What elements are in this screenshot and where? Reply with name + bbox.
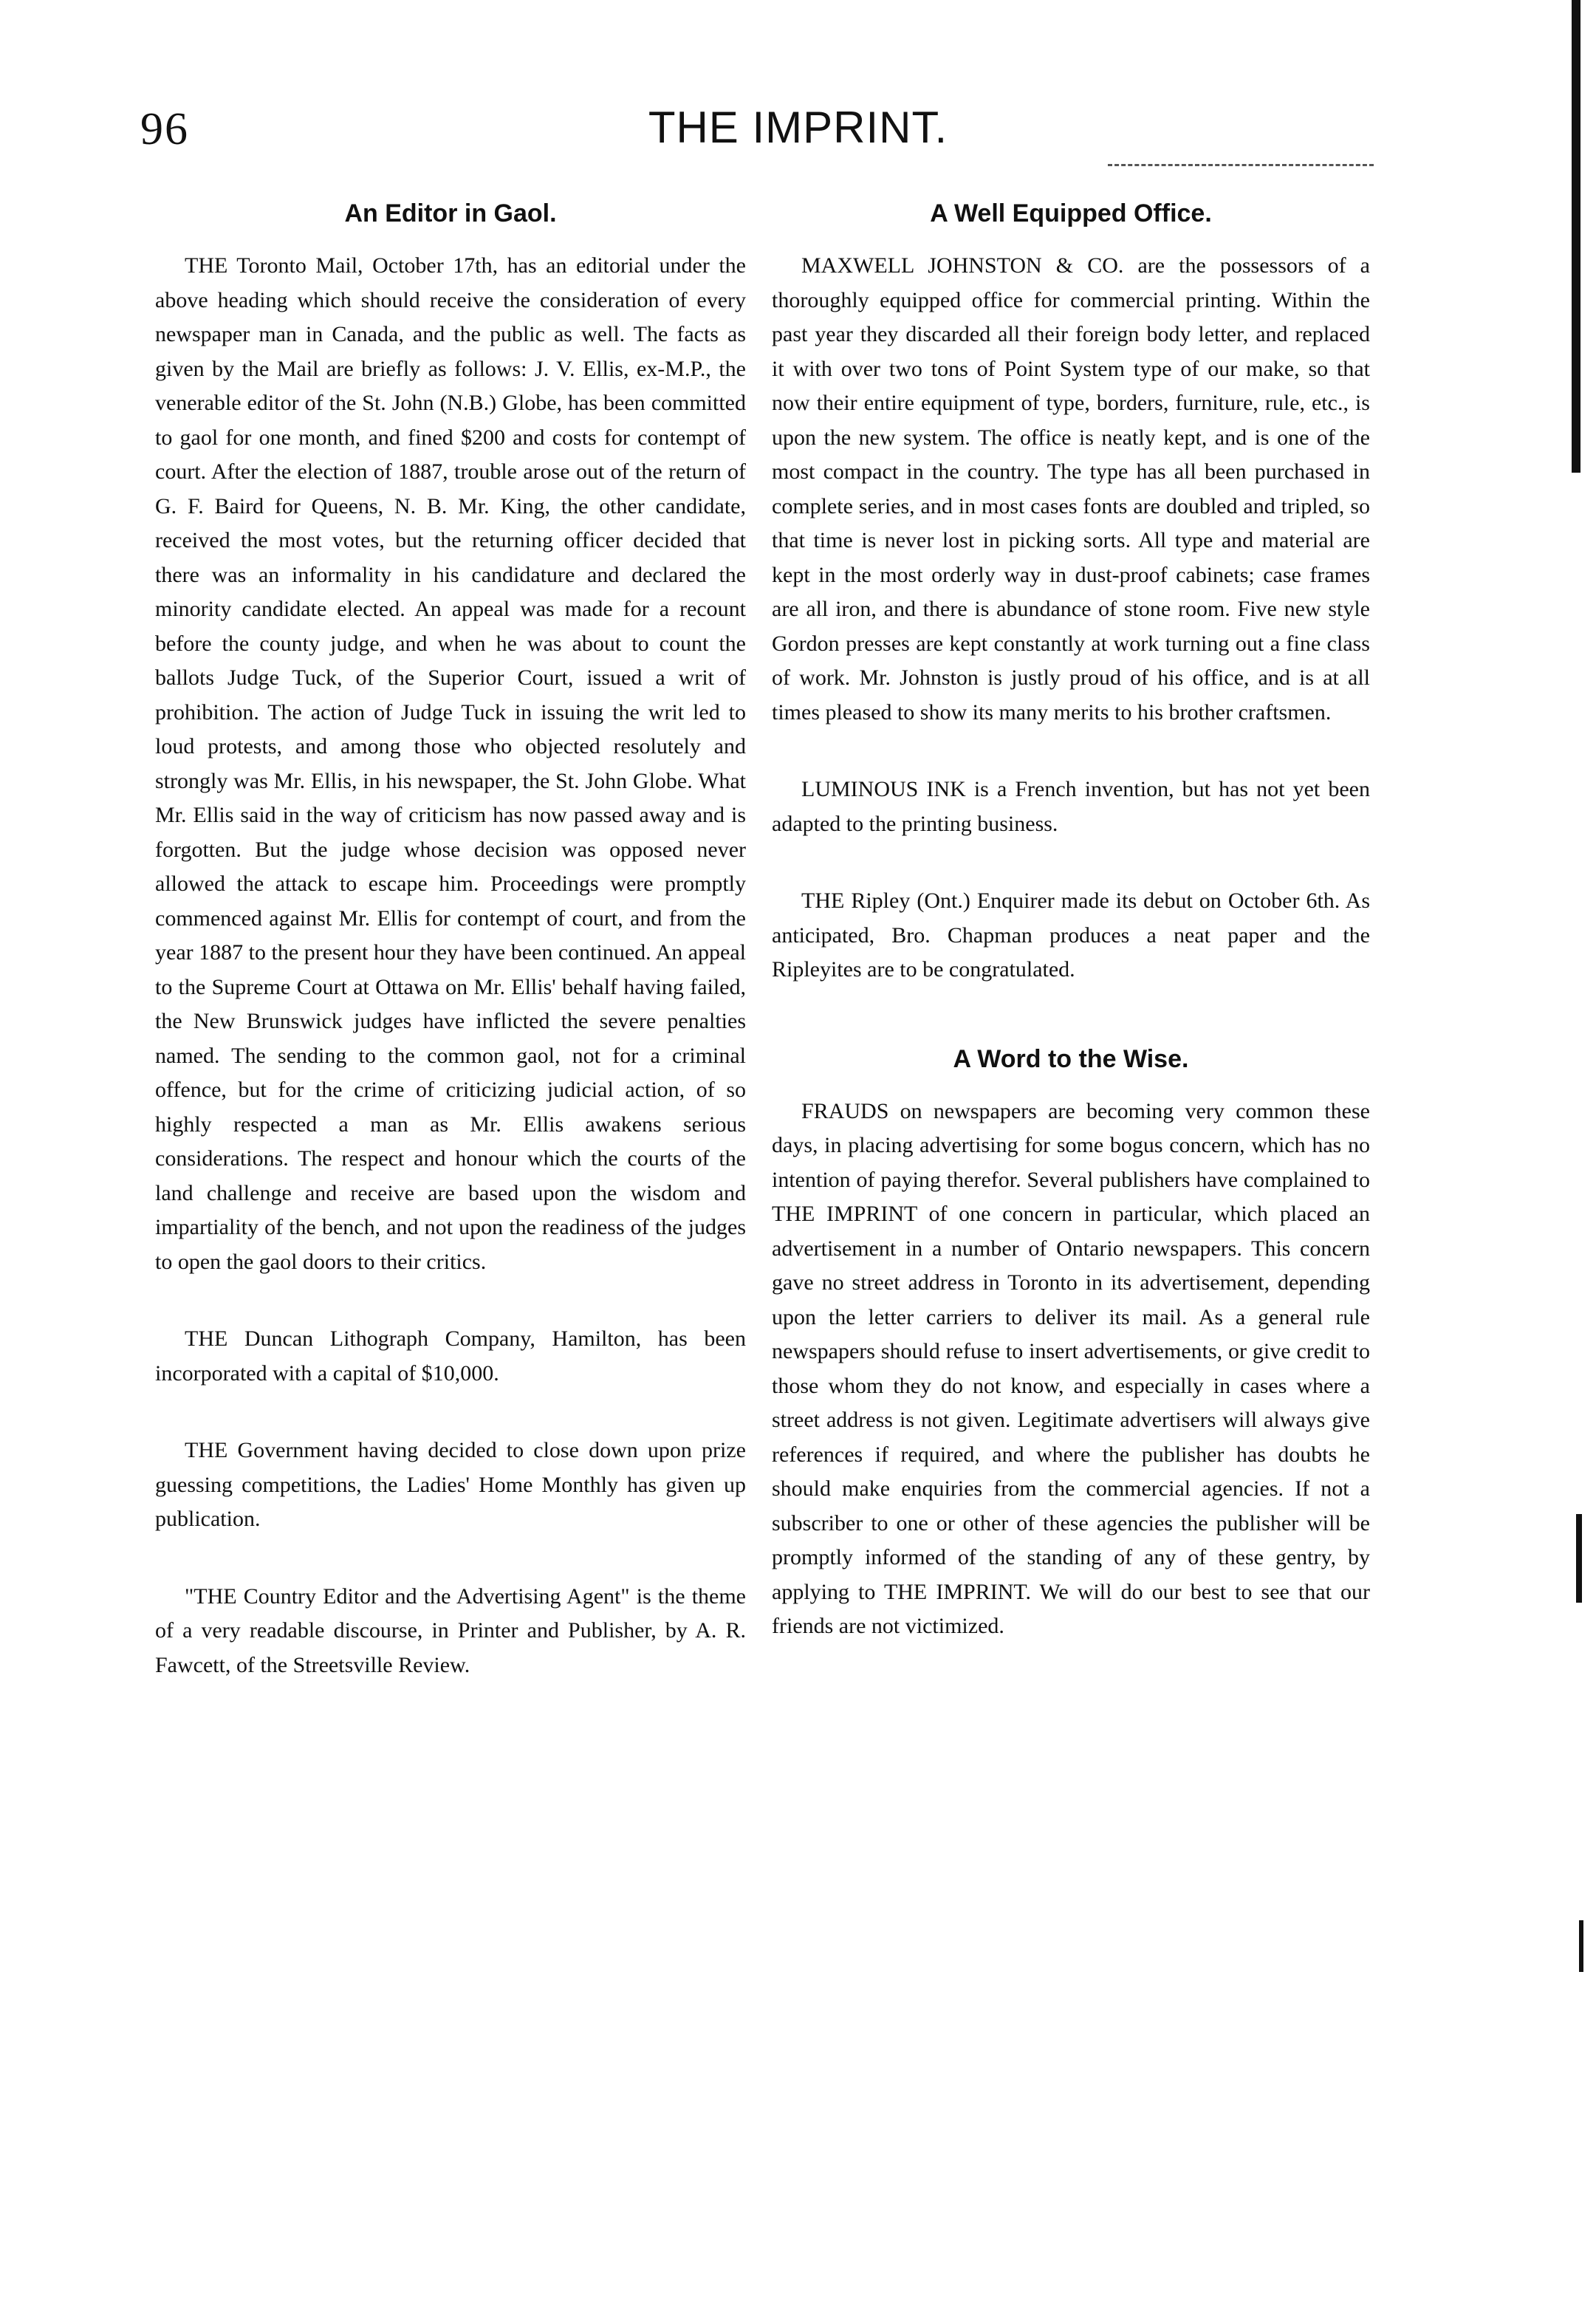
news-item-prize-competitions: THE Government having decided to close down upon prize guessing competitions, the Ladies' Home Monthly has given up publication.	[155, 1438, 746, 1531]
article-title-well-equipped-office: A Well Equipped Office.	[930, 199, 1212, 227]
article-paragraph: THE Toronto Mail, October 17th, has an editorial under the above heading which should receive the consideration of every newspaper man in Canada, and the public as well. The facts as given by the Mail are briefly as follows: J. V. Ellis, ex-M.P., the venerable editor of the St. John (N.B.) Globe, has been committed to gaol for one month, and fined $200 and costs for contempt of court. After the election of 1887, trouble arose out of the return of G. F. Baird for Queens, N. B. Mr. King, the other candidate, received the most votes, but the returning officer decided that there was an informality in his candidature and declared the minority candidate elected. An appeal was made for a recount before the county judge, and when he was about to count the ballots Judge Tuck, of the Superior Court, issued a writ of prohibition. The action of Judge Tuck in issuing the writ led to loud protests, and among those who objected resolutely and strongly was Mr. Ellis, in his newspaper, the St. John Globe. What Mr. Ellis said in the way of criticism has now passed away and is forgotten. But the judge whose decision was opposed never allowed the attack to escape him. Proceedings were promptly commenced against Mr. Ellis for contempt of court, and from the year 1887 to the present hour they have been continued. An appeal to the Supreme Court at Ottawa on Mr. Ellis' behalf having failed, the New Brunswick judges have inflicted the severe penalties named. The sending to the common gaol, not for a criminal offence, but for the crime of criticizing judicial action, of so highly respected a man as Mr. Ellis awakens serious considerations. The respect and honour which the courts of the land challenge and receive are based upon the wisdom and impartiality of the bench, and not upon the readiness of the judges to open the gaol doors to their critics.	[155, 253, 746, 1274]
scan-edge-mark	[1576, 1514, 1582, 1603]
news-item-ripley-enquirer: THE Ripley (Ont.) Enquirer made its debut on October 6th. As anticipated, Bro. Chapman produces a neat paper and the Ripleyites are to be congratulated.	[772, 888, 1370, 982]
page-title: THE IMPRINT.	[648, 103, 948, 152]
left-column	[155, 199, 746, 1682]
article-paragraph: MAXWELL JOHNSTON & CO. are the possessors of a thoroughly equipped office for commercial printing. Within the past year they discarded all their foreign body letter, and replaced it with over two tons of Point System type of our make, so that now their entire equipment of type, borders, furniture, rule, etc., is upon the new system. The office is neatly kept, and is one of the most compact in the country. The type has all been purchased in complete series, and in most cases fonts are doubled and tripled, so that time is never lost in picking sorts. All type and material are kept in the most orderly way in dust-proof cabinets; case frames are all iron, and there is abundance of stone room. Five new style Gordon presses are kept constantly at work turning out a fine class of work. Mr. Johnston is justly proud of his office, and is at all times pleased to show its many merits to his brother craftsmen.	[772, 253, 1370, 725]
news-item-luminous-ink: LUMINOUS INK is a French invention, but has not yet been adapted to the printing business.	[772, 777, 1370, 836]
scan-edge-mark	[1579, 1920, 1583, 1972]
article-paragraph: FRAUDS on newspapers are becoming very common these days, in placing advertising for some bogus concern, which has no intention of paying therefor. Several publishers have complained to THE IMPRINT of one concern in particular, which placed an advertisement in a number of Ontario newspapers. This concern gave no street address in Toronto in its advertisement, depending upon the letter carriers to deliver its mail. As a general rule newspapers should refuse to insert advertisements, or give credit to those whom they do not know, and especially in cases where a street address is not given. Legitimate advertisers will always give references if required, and where the publisher has doubts he should make enquiries from the commercial agencies. If not a subscriber to one or other of these agencies the publisher will be promptly informed of the standing of any of these gentry, by applying to THE IMPRINT. We will do our best to see that our friends are not victimized.	[772, 1098, 1370, 1638]
header-rule	[1108, 164, 1374, 166]
article-title-editor-in-gaol: An Editor in Gaol.	[344, 199, 557, 227]
scan-edge-mark	[1572, 0, 1580, 473]
right-column	[772, 199, 1370, 1644]
news-item-duncan-lithograph: THE Duncan Lithograph Company, Hamilton, has been incorporated with a capital of $10,000.	[155, 1326, 746, 1386]
article-title-word-to-the-wise: A Word to the Wise.	[953, 1044, 1189, 1073]
news-item-country-editor: "THE Country Editor and the Advertising Agent" is the theme of a very readable discourse, in Printer and Publisher, by A. R. Fawcett, of the Streetsville Review.	[155, 1583, 746, 1677]
page-number: 96	[140, 104, 189, 154]
